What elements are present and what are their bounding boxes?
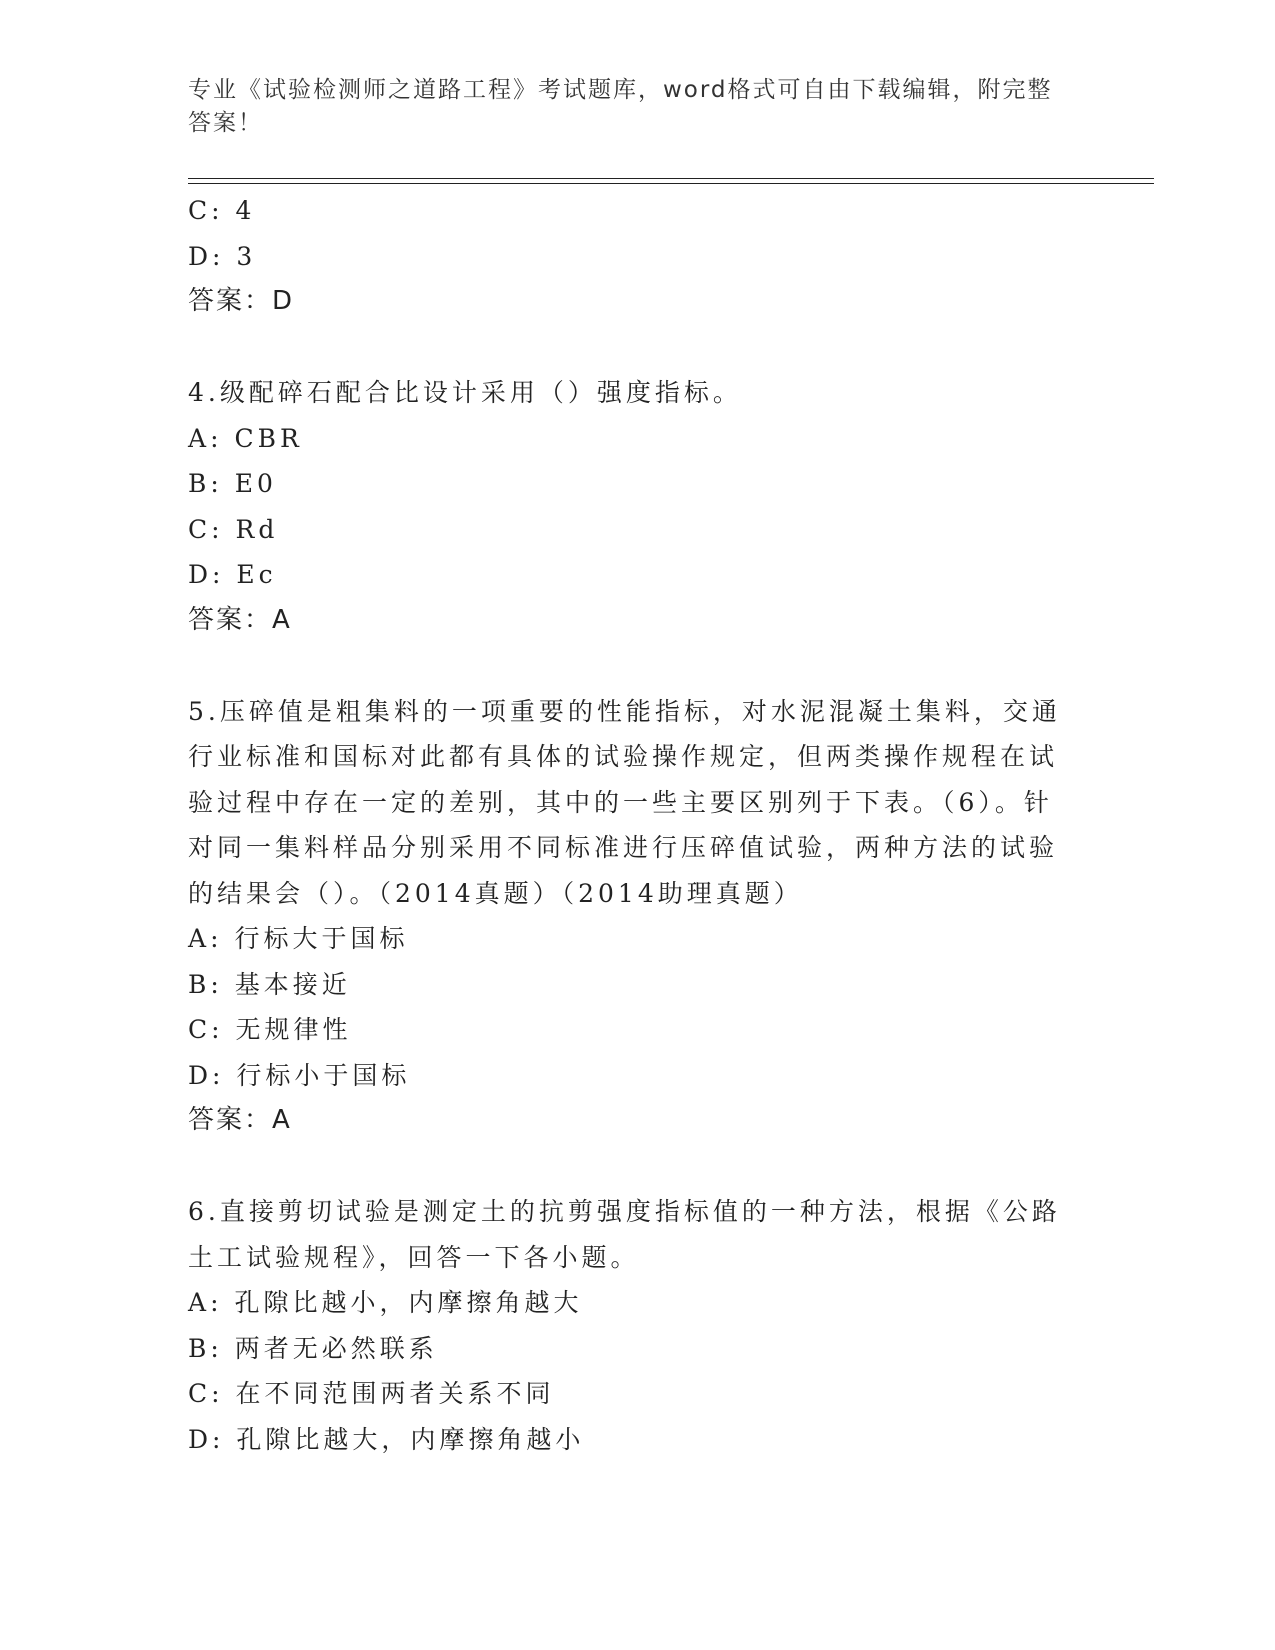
question-6 bbox=[188, 1189, 1088, 1462]
option-a: A: 行标大于国标 bbox=[188, 924, 409, 953]
option-c: C: 无规律性 bbox=[188, 1015, 352, 1044]
option-b: B: 基本接近 bbox=[188, 969, 351, 999]
question-stem: 4.级配碎石配合比设计采用（）强度指标。 bbox=[188, 378, 742, 407]
question-3-continued bbox=[188, 188, 1088, 325]
option-d: D: 3 bbox=[188, 241, 257, 271]
answer-value: A bbox=[272, 604, 292, 635]
spacer bbox=[188, 643, 1088, 689]
question-4 bbox=[188, 370, 1088, 643]
option-a: A: CBR bbox=[188, 423, 303, 453]
answer-line: 答案：D bbox=[188, 286, 295, 316]
answer-line: 答案：A bbox=[188, 1105, 292, 1135]
spacer bbox=[188, 325, 1088, 371]
answer-line: 答案：A bbox=[188, 604, 292, 635]
option-b: B: 两者无必然联系 bbox=[188, 1333, 438, 1363]
answer-value: D bbox=[272, 286, 295, 316]
document-header bbox=[188, 74, 1068, 140]
option-c: C: 在不同范围两者关系不同 bbox=[188, 1379, 555, 1408]
header-divider-bottom bbox=[188, 183, 1154, 184]
option-a: A: 孔隙比越小，内摩擦角越大 bbox=[188, 1288, 583, 1317]
option-d: D: Ec bbox=[188, 560, 277, 589]
question-5 bbox=[188, 689, 1088, 1144]
spacer bbox=[188, 1144, 1088, 1190]
question-content bbox=[188, 188, 1088, 1462]
header-text: 专业《试验检测师之道路工程》考试题库，word格式可自由下载编辑，附完整答案！ bbox=[188, 77, 1053, 136]
answer-value: A bbox=[272, 1105, 292, 1135]
option-d: D: 行标小于国标 bbox=[188, 1060, 411, 1090]
header-divider-top bbox=[188, 178, 1154, 179]
option-d: D: 孔隙比越大，内摩擦角越小 bbox=[188, 1424, 585, 1454]
option-c: C: 4 bbox=[188, 196, 256, 225]
option-c: C: Rd bbox=[188, 514, 279, 544]
question-stem: 5.压碎值是粗集料的一项重要的性能指标，对水泥混凝土集料，交通行业标准和国标对此都有具体的试验操作规定，但两类操作规程在试验过程中存在一定的差别，其中的一些主要区别列于下表。（6）。针对同一集料样品分别采用不同标准进行压碎值试验，两种方法的试验的结果会（）。（2014真题）（2014助理真题） bbox=[188, 696, 1061, 908]
option-b: B: E0 bbox=[188, 469, 277, 498]
question-stem: 6.直接剪切试验是测定土的抗剪强度指标值的一种方法，根据《公路土工试验规程》，回答一下各小题。 bbox=[188, 1197, 1061, 1272]
